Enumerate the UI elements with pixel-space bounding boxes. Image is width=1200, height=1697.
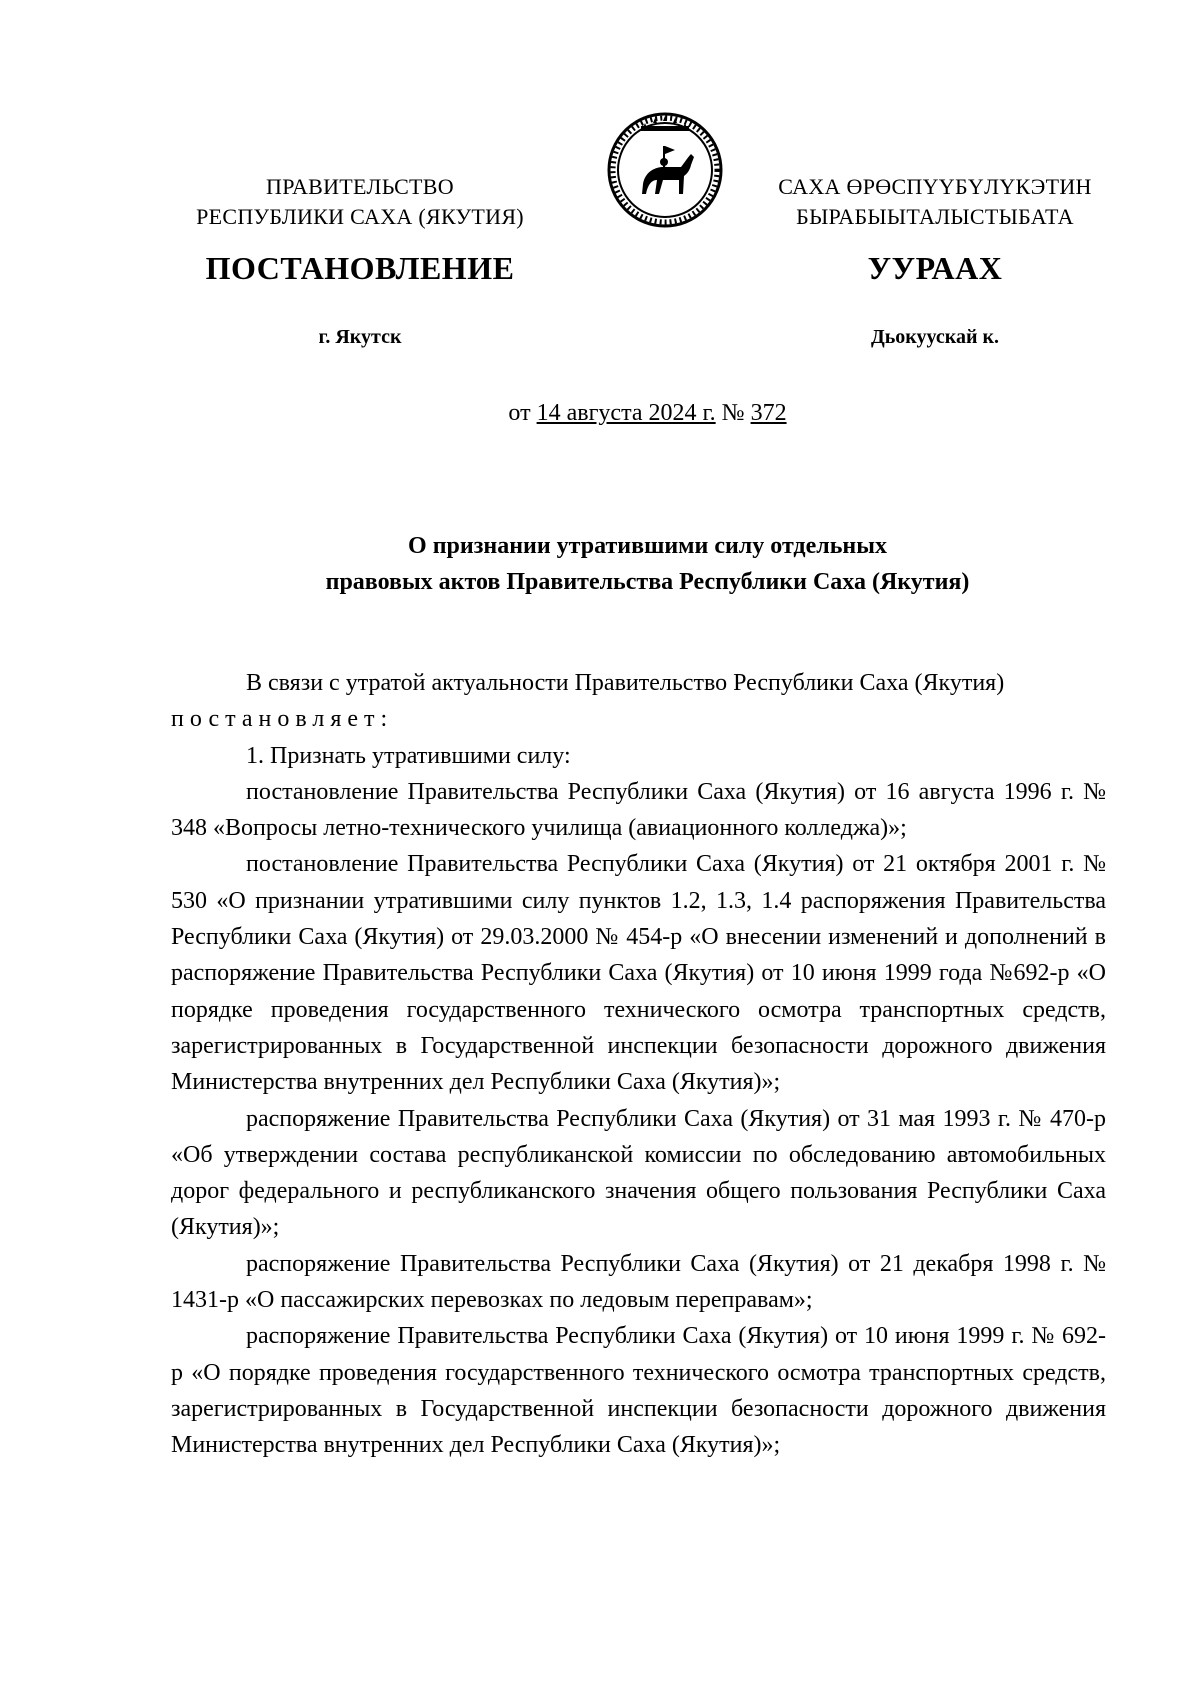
repealed-act: постановление Правительства Республики Саха (Якутия) от 16 августа 1996 г. № 348 «Вопросы летно-технического училища (авиационного колледжа)»; — [171, 778, 1106, 842]
issuer-russian — [170, 172, 550, 232]
city-sakha: Дьокуускай к. — [870, 326, 1000, 348]
issuer-sakha-line1: САХА ӨРӨСПҮҮБҮЛҮКЭТИН — [778, 174, 1092, 199]
repealed-act: распоряжение Правительства Республики Саха (Якутия) от 10 июня 1999 г. № 692-р «О порядке проведения государственного технического осмотра транспортных средств, зарегистрированных в Государственной инспекции безопасности дорожного движения Министерства внутренних дел Республики Саха (Якутия)»; — [171, 1323, 1106, 1459]
item-1: 1. Признать утратившими силу: — [246, 742, 571, 769]
title-line1: О признании утратившими силу отдельных — [408, 533, 887, 559]
doc-type-sakha: УУРААХ — [867, 250, 1003, 286]
issuer-russian-line1: ПРАВИТЕЛЬСТВО — [266, 174, 454, 199]
repealed-act: распоряжение Правительства Республики Саха (Якутия) от 31 мая 1993 г. № 470-р «Об утверждении состава республиканской комиссии по обследованию автомобильных дорог федерального и республиканского значения общего пользования Республики Саха (Якутия)»; — [171, 1105, 1106, 1241]
document-number: 372 — [750, 400, 787, 426]
intro-paragraph: В связи с утратой актуальности Правительство Республики Саха (Якутия) — [246, 670, 1005, 696]
coat-of-arms-icon — [605, 110, 725, 230]
date-line — [0, 400, 1200, 427]
doc-type-russian: ПОСТАНОВЛЕНИЕ — [205, 250, 515, 286]
title-line2: правовых актов Правительства Республики Саха (Якутия) — [325, 569, 970, 595]
city-russian: г. Якутск — [318, 326, 402, 348]
issuer-russian-line2: РЕСПУБЛИКИ САХА (ЯКУТИЯ) — [196, 204, 524, 229]
issuer-sakha-line2: БЫРАБЫЫТАЛЫСТЫБАТА — [796, 204, 1074, 229]
issuer-sakha — [745, 172, 1125, 232]
resolves-word: постановляет: — [171, 706, 394, 733]
number-sign: № — [721, 400, 745, 426]
document-title — [0, 528, 1200, 600]
date-prefix: от — [508, 400, 531, 426]
repealed-act: распоряжение Правительства Республики Саха (Якутия) от 21 декабря 1998 г. № 1431-р «О пассажирских перевозках по ледовым переправам»; — [171, 1250, 1106, 1314]
document-body — [171, 665, 1106, 1464]
document-date: 14 августа 2024 г. — [536, 400, 716, 426]
repealed-act: постановление Правительства Республики Саха (Якутия) от 21 октября 2001 г. № 530 «О признании утратившими силу пунктов 1.2, 1.3, 1.4 распоряжения Правительства Республики Саха (Якутия) от 29.03.2000 № 454-р «О внесении изменений и дополнений в распоряжение Правительства Республики Саха (Якутия) от 10 июня 1999 года №692-р «О порядке проведения государственного технического осмотра транспортных средств, зарегистрированных в Государственной инспекции безопасности дорожного движения Министерства внутренних дел Республики Саха (Якутия)»; — [171, 851, 1106, 1096]
